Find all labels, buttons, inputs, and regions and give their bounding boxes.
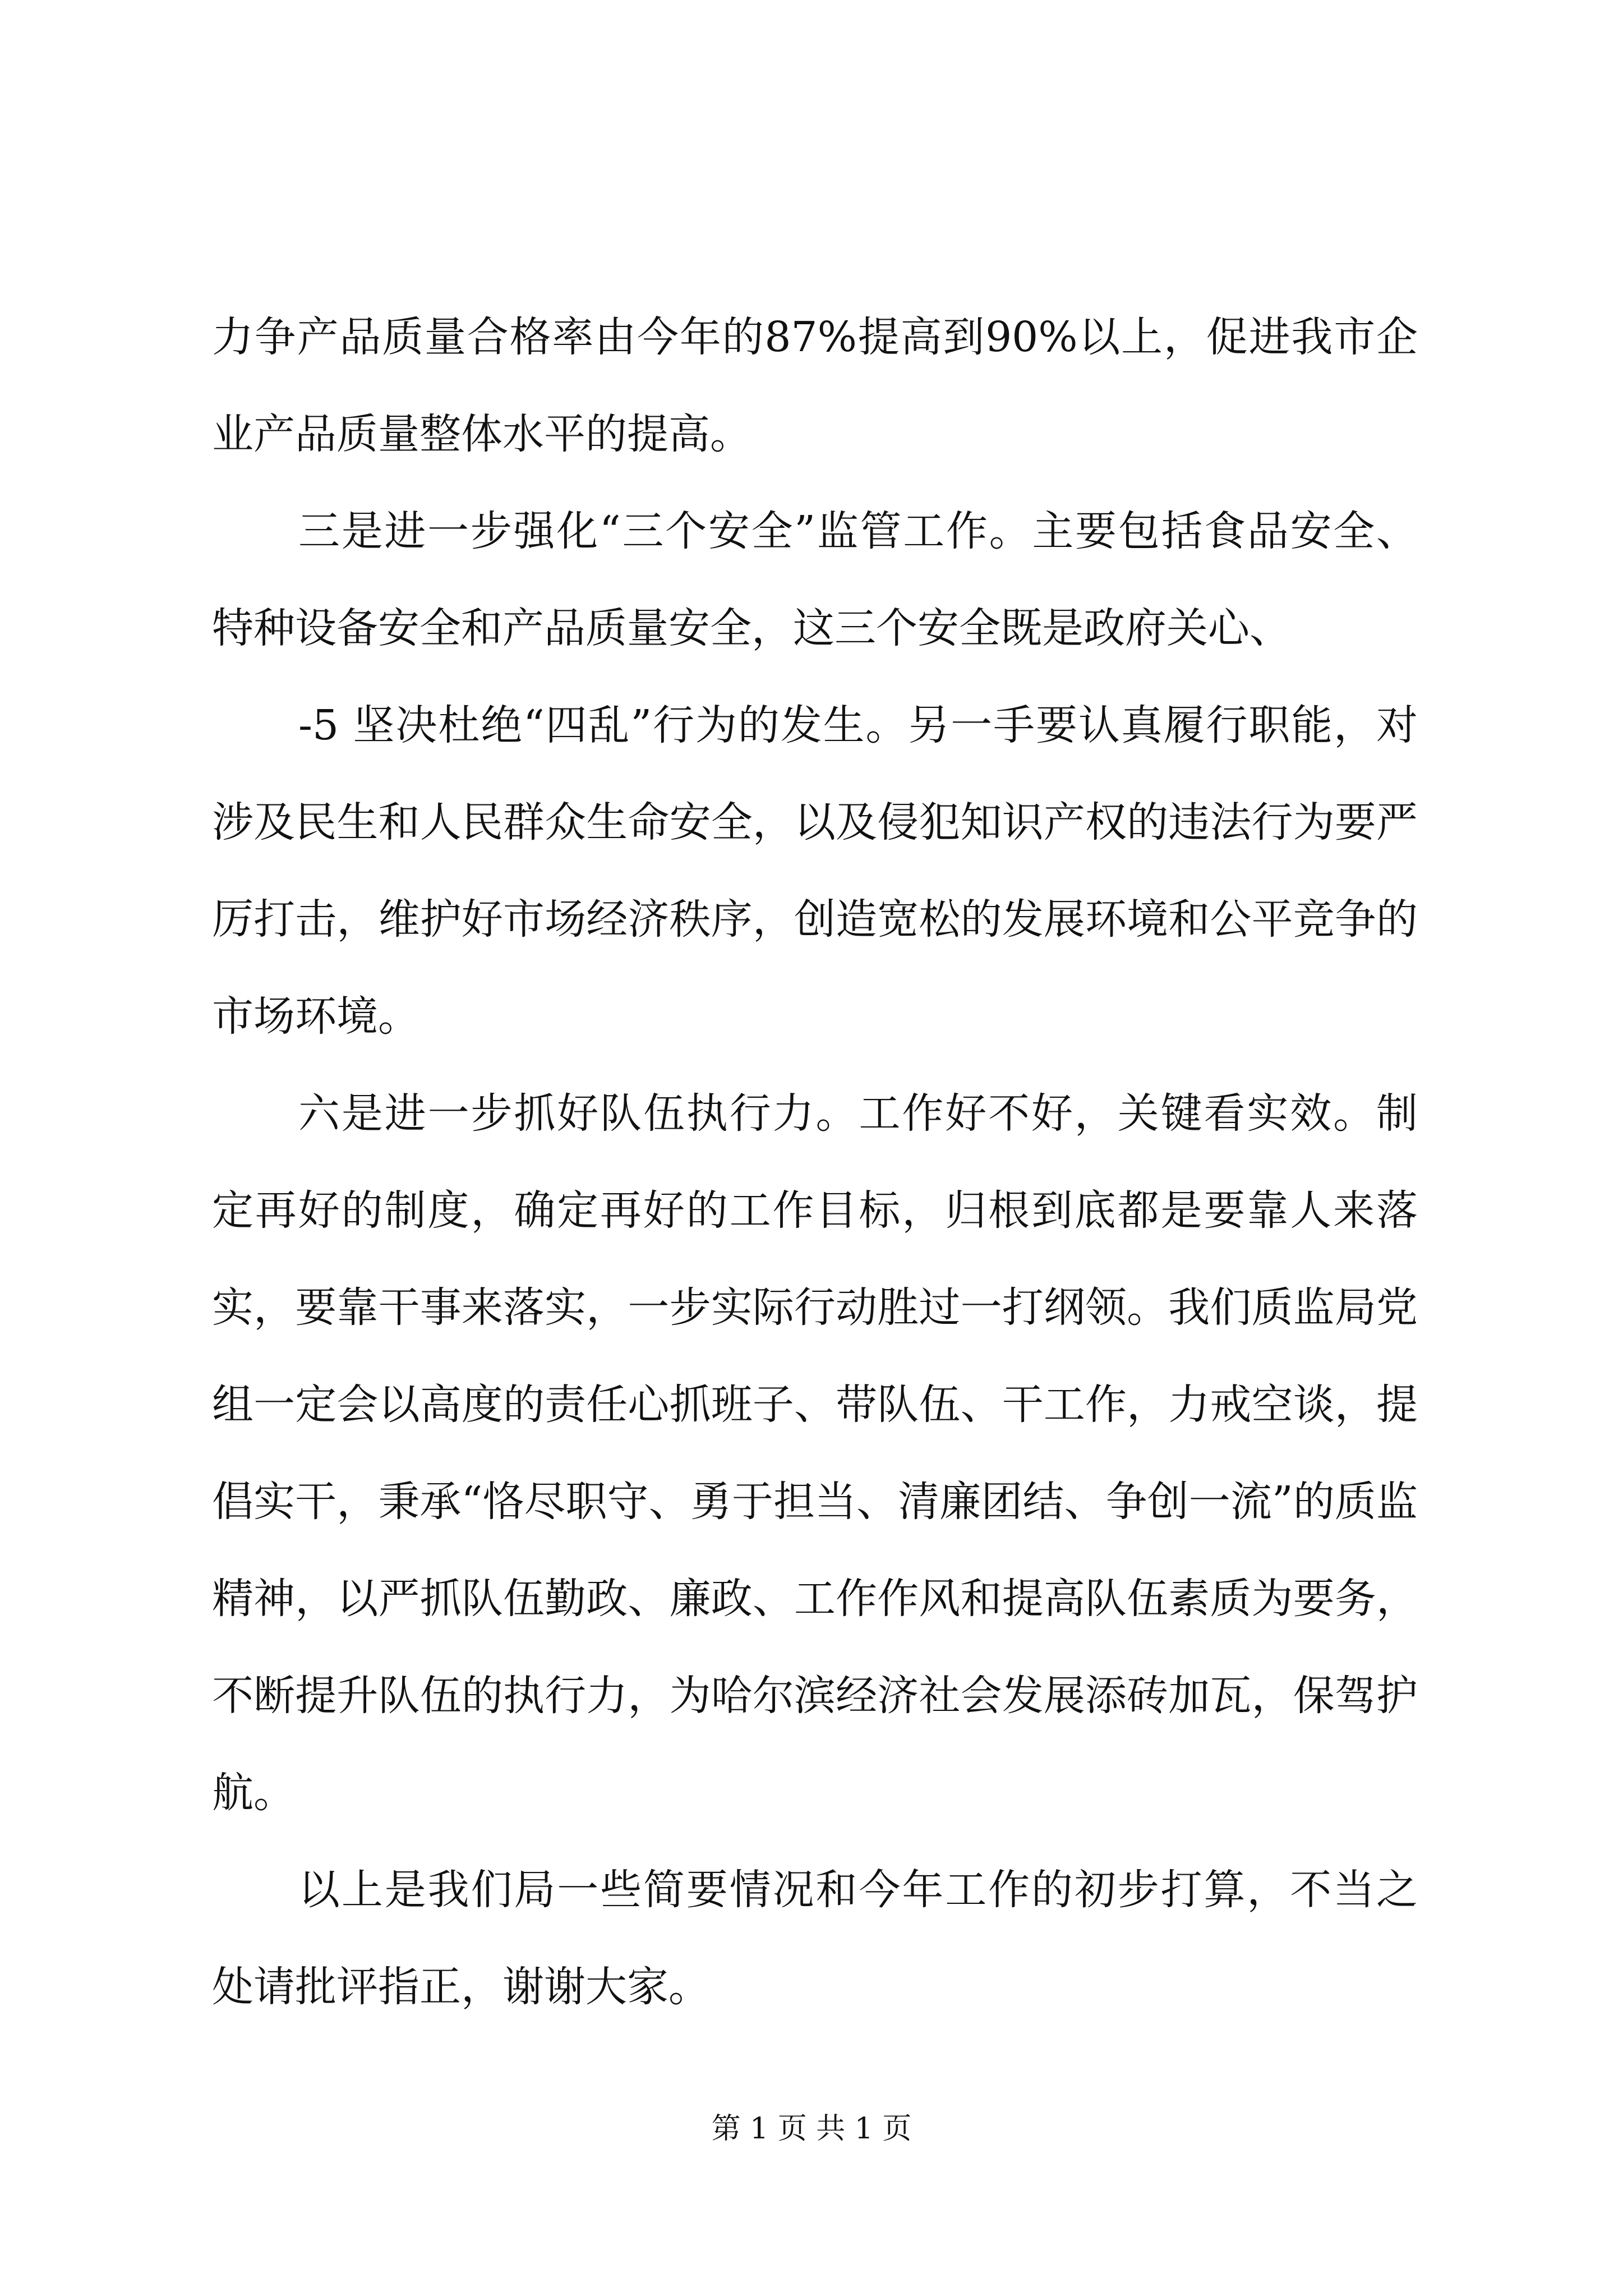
page-number-footer: 第 1 页 共 1 页 <box>711 2112 912 2146</box>
paragraph-closing: 以上是我们局一些简要情况和今年工作的初步打算，不当之处请批评指正，谢谢大家。 <box>212 1866 1418 2011</box>
paragraph-four-chaos: -5 坚决杜绝“四乱”行为的发生。另一手要认真履行职能，对涉及民生和人民群众生命安全，以及侵犯知识产权的违法行为要严厉打击，维护好市场经济秩序，创造宽松的发展环境和公平竞争的市场环境。 <box>212 701 1418 1041</box>
paragraph-three-safeties: 三是进一步强化“三个安全”监管工作。主要包括食品安全、特种设备安全和产品质量安全，这三个安全既是政府关心、 <box>212 507 1418 652</box>
paragraph-team-execution: 六是进一步抓好队伍执行力。工作好不好，关键看实效。制定再好的制度，确定再好的工作目标，归根到底都是要靠人来落实，要靠干事来落实，一步实际行动胜过一打纲领。我们质监局党组一定会以高度的责任心抓班子、带队伍、干工作，力戒空谈，提倡实干，秉承“恪尽职守、勇于担当、清廉团结、争创一流”的质监精神，以严抓队伍勤政、廉政、工作作风和提高队伍素质为要务，不断提升队伍的执行力，为哈尔滨经济社会发展添砖加瓦，保驾护航。 <box>212 1089 1418 1817</box>
paragraph-quality-target: 力争产品质量合格率由今年的87%提高到90%以上，促进我市企业产品质量整体水平的提高。 <box>212 313 1418 458</box>
document-body <box>212 289 1418 2036</box>
